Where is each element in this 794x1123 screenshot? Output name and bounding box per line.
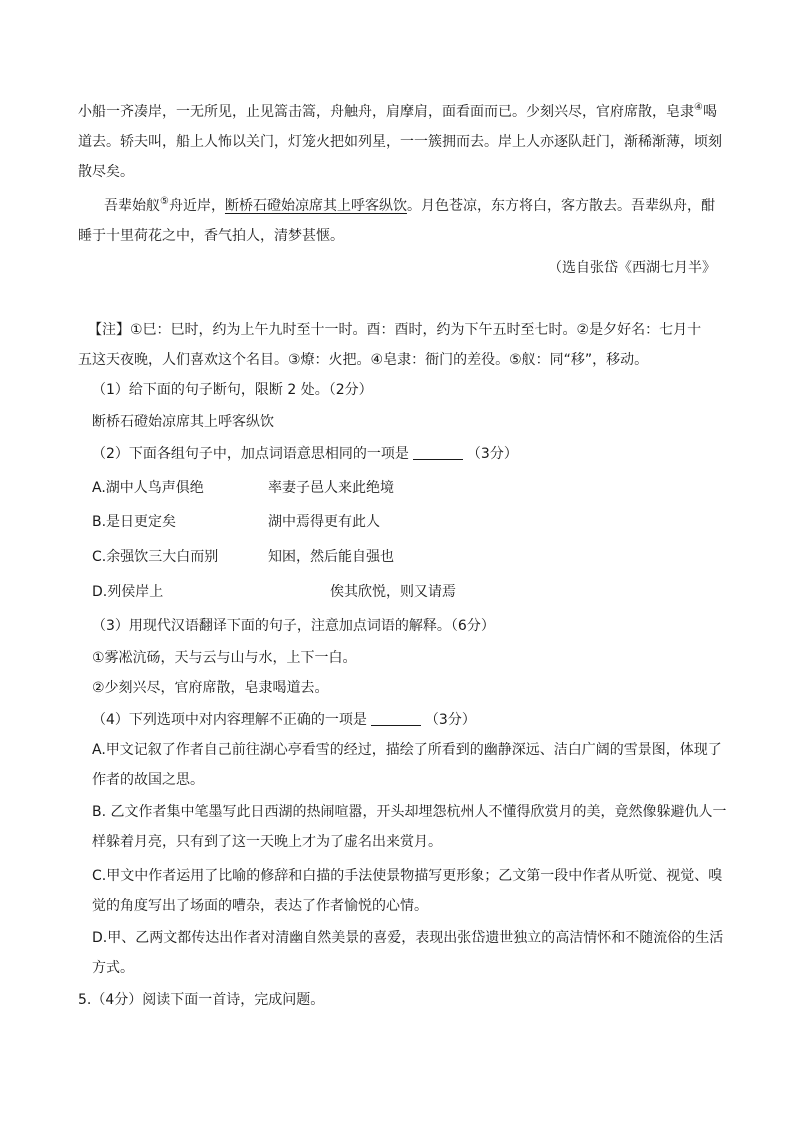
- question-1-sentence: 断桥石磴始凉席其上呼客纵饮: [92, 414, 274, 430]
- passage-line: 睡于十里荷花之中，香气拍人，清梦甚惬。: [78, 228, 344, 244]
- notes-line: 五这天夜晚，人们喜欢这个名目。③燎：火把。④皂隶：衙门的差役。⑤舣：同“移”，移动。: [78, 352, 649, 368]
- notes-line: 【注】①巳：巳时，约为上午九时至十一时。酉：酉时，约为下午五时至七时。②是夕好名：七月十: [88, 322, 702, 338]
- passage-text: 吾辈始舣: [104, 198, 160, 214]
- question-4-prompt: （4）下列选项中对内容理解不正确的一项是 （3分）: [92, 712, 476, 728]
- option-d-line: D.甲、乙两文都传达出作者对清幽自然美景的喜爱，表现出张岱遗世独立的高洁情怀和不随流俗的生活: [92, 930, 724, 946]
- option-c-line: 觉的角度写出了场面的嘈杂，表达了作者愉悦的心情。: [92, 898, 428, 914]
- passage-text: 小船一齐凑岸，一无所见，止见篙击篙，舟触舟，肩摩肩，面看面而已。少刻兴尽，官府席散，皂隶: [78, 104, 694, 120]
- question-3-prompt: （3）用现代汉语翻译下面的句子，注意加点词语的解释。（6分）: [92, 618, 495, 634]
- option-b-line: 样躲着月亮，只有到了这一天晚上才为了虚名出来赏月。: [92, 834, 442, 850]
- option-c-left: C.余强饮三大白而别: [92, 549, 219, 565]
- passage-line: [78, 102, 717, 124]
- answer-blank[interactable]: [413, 445, 463, 460]
- option-a-right: 率妻子邑人来此绝境: [268, 480, 394, 496]
- option-d-line: 方式。: [92, 960, 134, 976]
- passage-text: 喝: [702, 104, 717, 120]
- option-d-right: 俟其欣悦，则又请焉: [330, 584, 456, 600]
- answer-blank[interactable]: [371, 711, 421, 726]
- option-a-line: A.甲文记叙了作者自己前往湖心亭看雪的经过，描绘了所看到的幽静深远、洁白广阔的雪景图，体现了: [92, 742, 722, 758]
- underlined-sentence: 断桥石磴始凉席其上呼客纵饮: [224, 198, 407, 214]
- option-b-right: 湖中焉得更有此人: [268, 514, 380, 530]
- question-3-sentence-1: ①雾凇沆砀，天与云与山与水，上下一白。: [92, 650, 357, 666]
- option-c-line: C.甲文中作者运用了比喻的修辞和白描的手法使景物描写更形象；乙文第一段中作者从听觉、视觉、嗅: [92, 868, 723, 884]
- passage-text: 。月色苍凉，东方将白，客方散去。吾辈纵舟，酣: [406, 198, 715, 214]
- option-b-line: B. 乙文作者集中笔墨写此日西湖的热闹喧嚣，开头却埋怨杭州人不懂得欣赏月的美，竟然像躲避仇人一: [92, 804, 727, 820]
- option-a-line: 作者的故国之思。: [92, 772, 204, 788]
- passage-text: 舟近岸，: [168, 198, 225, 214]
- question-3-sentence-2: ②少刻兴尽，官府席散，皂隶喝道去。: [92, 680, 329, 696]
- question-5-heading: 5.（4分）阅读下面一首诗，完成问题。: [78, 992, 325, 1008]
- option-d-left: D.列侯岸上: [92, 584, 164, 600]
- footnote-marker: ⑤: [160, 196, 169, 207]
- option-c-right: 知困，然后能自强也: [268, 549, 394, 565]
- passage-line: 散尽矣。: [78, 164, 134, 180]
- footnote-marker: ④: [694, 102, 703, 113]
- source-citation: （选自张岱《西湖七月半》: [548, 260, 716, 276]
- question-2-prompt: （2）下面各组句子中，加点词语意思相同的一项是 （3分）: [92, 446, 518, 462]
- option-b-left: B.是日更定矣: [92, 514, 177, 530]
- passage-line: [104, 196, 715, 218]
- option-a-left: A.湖中人鸟声俱绝: [92, 480, 204, 496]
- passage-line: 道去。轿夫叫，船上人怖以关门，灯笼火把如列星，一一簇拥而去。岸上人亦逐队赶门，渐稀渐薄，顷刻: [78, 134, 722, 150]
- question-1-prompt: （1）给下面的句子断句，限断 2 处。（2分）: [92, 382, 373, 398]
